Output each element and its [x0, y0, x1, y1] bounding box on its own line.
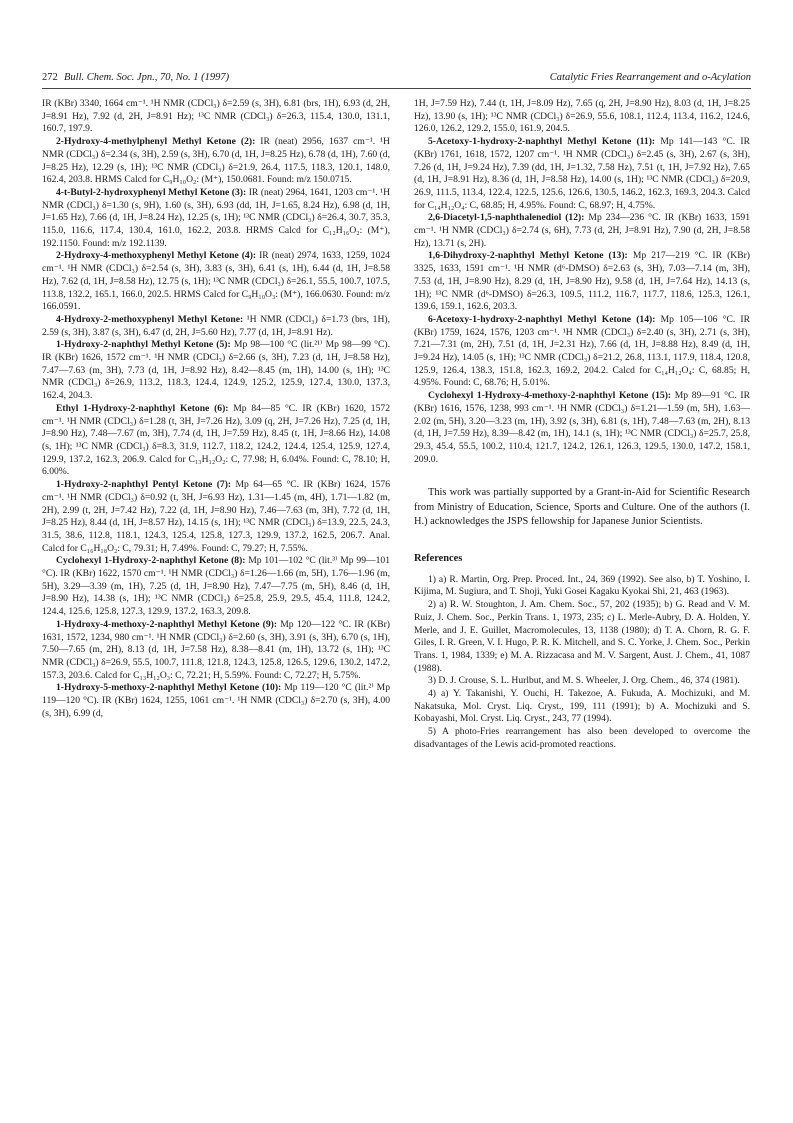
compound-data: Mp 105—106 °C. IR (KBr) 1759, 1624, 1576, 1203 cm⁻¹. ¹H NMR (CDCl₃) δ=2.40 (s, 3H), 2.71 (s, 3H), 7.21—7.31 (m, 2H), 7.51 (d, 1H, J=2.31 Hz), 7.66 (d, 1H, J=8.88 Hz), 8.49 (d, 1H, J=9.24 Hz), 14.05 (s, 1H); ¹³C NMR (CDCl₃) δ=21.2, 26.8, 113.1, 117.9, 118.4, 120.8, 125.9, 126.4, 138.3, 151.8, 162.3, 169.2, 204.2. Calcd for C₁₄H₁₂O₄: C, 68.85; H, 4.95%. Found: C, 68.76; H, 5.01%. — [414, 313, 750, 389]
compound-name: Ethyl 1-Hydroxy-2-naphthyl Ketone (6): — [56, 402, 229, 414]
compound-name: 4-Hydroxy-2-methoxyphenyl Methyl Ketone: — [56, 313, 244, 325]
references-heading: References — [414, 553, 463, 564]
reference-item: 5) A photo-Fries rearrangement has also been developed to overcome the disadvantages of the Lewis acid-promoted reactions. — [414, 726, 750, 750]
compound-entry — [414, 390, 750, 466]
running-title: Catalytic Fries Rearrangement and o-Acylation — [549, 72, 751, 83]
right-column-entries — [414, 98, 750, 466]
compound-entry — [414, 250, 750, 314]
compound-data: Mp 141—143 °C. IR (KBr) 1761, 1618, 1572, 1207 cm⁻¹. ¹H NMR (CDCl₃) δ=2.45 (s, 3H), 2.67 (s, 3H), 7.26 (d, 1H, J=9.24 Hz), 7.39 (dd, 1H, J=1.32, 7.58 Hz), 7.51 (t, 1H, J=7.92 Hz), 7.65 (d, 1H, J=8.91 Hz), 8.36 (d, 1H, J=8.58 Hz), 14.00 (s, 1H); ¹³C NMR (CDCl₃) δ=20.9, 26.9, 111.5, 113.4, 122.4, 122.5, 125.6, 126.6, 130.5, 146.2, 162.3, 169.3, 204.3. Calcd for C₁₄H₁₂O₄: C, 68.85; H, 4.95%. Found: C, 68.97; H, 4.75%. — [414, 136, 750, 211]
reference-item: 4) a) Y. Takanishi, Y. Ouchi, H. Takezoe, A. Fukuda, A. Mochizuki, and M. Nakatsuka, Mol. Cryst. Liq. Cryst., 199, 111 (1991); b) A. Mochizuki and S. Kobayashi, Mol. Cryst. Liq. Cryst., 243, 77 (1994). — [414, 688, 750, 725]
compound-data: Mp 84—85 °C. IR (KBr) 1620, 1572 cm⁻¹. ¹H NMR (CDCl₃) δ=1.28 (t, 3H, J=7.26 Hz), 3.09 (q, 2H, J=7.26 Hz), 7.25 (d, 1H, J=8.90 Hz), 7.48—7.67 (m, 3H), 7.74 (d, 1H, J=7.59 Hz), 8.45 (t, 1H, J=8.66 Hz), 14.08 (s, 1H); ¹³C NMR (CDCl₃) δ=8.3, 31.9, 112.7, 118.2, 124.2, 124.4, 125.4, 125.9, 127.4, 129.9, 137.2, 162.3, 206.9. Calcd for C₁₃H₁₂O₂: C, 77.98; H, 6.04%. Found: C, 78.10; H, 6.00%. — [42, 402, 390, 478]
compound-entry — [42, 403, 390, 479]
references-list — [414, 574, 750, 752]
compound-name: 1,6-Dihydroxy-2-naphthyl Methyl Ketone (13): — [428, 250, 628, 262]
compound-data: IR (neat) 2974, 1633, 1259, 1024 cm⁻¹. ¹H NMR (CDCl₃) δ=2.54 (s, 3H), 3.83 (s, 3H), 6.41 (s, 1H), 6.44 (d, 1H, J=8.58 Hz), 7.62 (d, 1H, J=8.58 Hz), 12.75 (s, 1H); ¹³C NMR (CDCl₃) δ=26.1, 55.5, 100.7, 107.5, 113.8, 132.2, 165.1, 166.0, 202.5. HRMS Calcd for C₉H₁₀O₃: (M⁺), 166.0630. Found: m/z 166.0591. — [42, 250, 390, 313]
compound-entry — [414, 212, 750, 250]
compound-name: 2,6-Diacetyl-1,5-naphthalenediol (12): — [428, 212, 585, 224]
compound-data: ¹H NMR (CDCl₃) δ=1.73 (brs, 1H), 2.59 (s, 3H), 3.87 (s, 3H), 6.47 (d, 2H, J=5.60 Hz), 7.77 (d, 1H, J=8.91 Hz). — [42, 313, 391, 338]
compound-name: Cyclohexyl 1-Hydroxy-4-methoxy-2-naphthyl Ketone (15): — [428, 390, 672, 402]
compound-name: 1-Hydroxy-5-methoxy-2-naphthyl Methyl Ketone (10): — [56, 682, 282, 694]
left-column — [42, 98, 390, 720]
compound-data: IR (neat) 2964, 1641, 1203 cm⁻¹. ¹H NMR (CDCl₃) δ=1.30 (s, 9H), 1.60 (s, 3H), 6.93 (dd, 1H, J=1.65, 8.24 Hz), 6.98 (d, 1H, J=1.65 Hz), 7.66 (d, 1H, J=8.24 Hz), 12.25 (s, 1H); ¹³C NMR (CDCl₃) δ=26.4, 30.7, 35.3, 115.0, 116.6, 117.4, 130.4, 161.0, 162.2, 203.8. HRMS Calcd for C₁₂H₁₆O₂: (M⁺), 192.1150. Found: m/z 192.1139. — [42, 186, 390, 249]
compound-data: Mp 119—120 °C (lit.²⁾ Mp 119—120 °C). IR (KBr) 1624, 1255, 1061 cm⁻¹. ¹H NMR (CDCl₃) δ=2.70 (s, 3H), 4.00 (s, 3H), 6.99 (d, — [42, 682, 390, 719]
compound-entry — [414, 136, 750, 212]
compound-data: IR (neat) 2956, 1637 cm⁻¹. ¹H NMR (CDCl₃) δ=2.34 (s, 3H), 2.59 (s, 3H), 6.70 (d, 1H, J=8.25 Hz), 6.78 (d, 1H), 7.60 (d, J=8.25 Hz), 12.29 (s, 1H); ¹³C NMR (CDCl₃) δ=21.9, 26.4, 117.5, 118.3, 120.1, 148.0, 162.4, 203.8. HRMS Calcd for C₉H₁₀O₂: (M⁺), 150.0681. Found: m/z 150.0715. — [42, 136, 390, 186]
compound-data: IR (KBr) 3340, 1664 cm⁻¹. ¹H NMR (CDCl₃) δ=2.59 (s, 3H), 6.81 (brs, 1H), 6.93 (d, 2H, J=8.91 Hz), 7.92 (d, 2H, J=8.91 Hz); ¹³C NMR (CDCl₃) δ=26.3, 115.4, 130.0, 131.1, 160.7, 197.9. — [42, 98, 390, 135]
compound-entry — [42, 136, 390, 187]
compound-data: Mp 89—91 °C. IR (KBr) 1616, 1576, 1238, 993 cm⁻¹. ¹H NMR (CDCl₃) δ=1.21—1.59 (m, 5H), 1.63—2.02 (m, 5H), 3.20—3.23 (m, 1H), 3.92 (s, 3H), 6.81 (s, 1H), 7.48—7.63 (m, 2H), 8.13 (d, 1H, J=7.59 Hz), 8.39—8.42 (m, 1H), 14.1 (s, 1H); ¹³C NMR (CDCl₃) δ=25.7, 25.8, 29.3, 45.4, 55.5, 100.2, 110.4, 121.7, 124.2, 126.1, 126.3, 129.5, 130.0, 147.2, 158.1, 209.0. — [414, 390, 750, 465]
compound-entry — [414, 98, 750, 136]
compound-name: 1-Hydroxy-2-naphthyl Pentyl Ketone (7): — [56, 479, 232, 491]
compound-entry — [414, 314, 750, 390]
compound-name: 2-Hydroxy-4-methoxyphenyl Methyl Ketone (4): — [56, 250, 257, 262]
compound-data: Mp 98—100 °C (lit.²¹⁾ Mp 98—99 °C). IR (KBr) 1626, 1572 cm⁻¹. ¹H NMR (CDCl₃) δ=2.66 (s, 3H), 7.23 (d, 1H, J=8.58 Hz), 7.47—7.63 (m, 3H), 7.73 (d, 1H, J=8.92 Hz), 8.42—8.45 (m, 1H), 14.00 (s, 1H); ¹³C NMR (CDCl₃) δ=26.9, 113.2, 118.3, 124.4, 124.9, 125.2, 125.9, 127.4, 130.0, 137.3, 162.4, 204.3. — [42, 339, 390, 402]
right-column — [414, 98, 750, 752]
compound-name: 1-Hydroxy-4-methoxy-2-naphthyl Methyl Ketone (9): — [56, 618, 278, 630]
running-header — [42, 70, 751, 89]
compound-data: 1H, J=7.59 Hz), 7.44 (t, 1H, J=8.09 Hz), 7.65 (q, 2H, J=8.90 Hz), 8.03 (d, 1H, J=8.25 Hz), 13.90 (s, 1H); ¹³C NMR (CDCl₃) δ=26.9, 55.6, 108.1, 112.4, 113.4, 116.2, 124.6, 126.0, 126.2, 129.2, 155.0, 161.9, 204.5. — [414, 98, 750, 135]
compound-entry — [42, 619, 390, 683]
compound-entry — [42, 339, 390, 403]
compound-data: Mp 217—219 °C. IR (KBr) 3325, 1633, 1591 cm⁻¹. ¹H NMR (d⁶-DMSO) δ=2.63 (s, 3H), 7.03—7.14 (m, 3H), 7.53 (d, 1H, J=8.90 Hz), 8.29 (d, 1H, J=8.90 Hz), 9.58 (d, 1H, J=7.64 Hz), 14.13 (s, 1H); ¹³C NMR (d⁶-DMSO) δ=26.3, 109.5, 111.2, 116.7, 117.7, 118.6, 125.3, 126.1, 139.6, 159.1, 162.6, 203.3. — [414, 250, 750, 313]
compound-data: Mp 234—236 °C. IR (KBr) 1633, 1591 cm⁻¹. ¹H NMR (CDCl₃) δ=2.74 (s, 6H), 7.73 (d, 2H, J=8.91 Hz), 7.90 (d, 2H, J=8.58 Hz), 13.71 (s, 2H). — [414, 212, 750, 249]
compound-entry — [42, 682, 390, 720]
compound-name: 1-Hydroxy-2-naphthyl Methyl Ketone (5): — [56, 339, 231, 351]
compound-entry — [42, 555, 390, 619]
journal-citation: Bull. Chem. Soc. Jpn., 70, No. 1 (1997) — [64, 72, 230, 83]
compound-data: Mp 101—102 °C (lit.³⁾ Mp 99—101 °C). IR (KBr) 1622, 1570 cm⁻¹. ¹H NMR (CDCl₃) δ=1.26—1.66 (m, 5H), 1.76—1.96 (m, 5H), 3.29—3.39 (m, 1H), 7.25 (d, 1H, J=8.90 Hz), 7.47—7.75 (m, 5H), 8.46 (d, 1H, J=8.90 Hz), 14.38 (s, 1H); ¹³C NMR (CDCl₃) δ=25.8, 25.9, 29.5, 45.4, 111.8, 124.2, 124.4, 125.6, 125.8, 127.3, 129.9, 137.2, 163.3, 209.8. — [42, 555, 390, 618]
reference-item: 2) a) R. W. Stoughton, J. Am. Chem. Soc., 57, 202 (1935); b) G. Read and V. M. Ruiz, J. Chem. Soc., Perkin Trans. 1, 1973, 235; c) L. Merle-Aubry, D. A. Holden, Y. Merle, and J. E. Guillet, Macromolecules, 13, 1138 (1980); d) T. A. Chorn, R. G. F. Giles, I. R. Green, V. I. Hugo, P. R. K. Mitchell, and S. C. Yorke, J. Chem. Soc., Perkin Trans. 1, 1984, 1339; e) M. A. Rizzacasa and M. V. Sargent, Aust. J. Chem., 41, 1087 (1988). — [414, 599, 750, 674]
compound-name: 6-Acetoxy-1-hydroxy-2-naphthyl Methyl Ketone (14): — [428, 313, 656, 325]
compound-entry — [42, 187, 390, 251]
reference-item: 1) a) R. Martin, Org. Prep. Proced. Int., 24, 369 (1992). See also, b) T. Yoshino, I. Kijima, M. Sugiura, and T. Shoji, Yuki Gosei Kagaku Kyokai Shi, 21, 463 (1963). — [414, 573, 750, 598]
compound-entry — [42, 479, 390, 555]
compound-entry — [42, 250, 390, 314]
page-number: 272 — [42, 72, 58, 83]
compound-entry — [42, 98, 390, 136]
compound-data: Mp 64—65 °C. IR (KBr) 1624, 1576 cm⁻¹. ¹H NMR (CDCl₃) δ=0.92 (t, 3H, J=6.93 Hz), 1.31—1.45 (m, 4H), 1.71—1.82 (m, 2H), 2.99 (t, 2H, J=7.42 Hz), 7.22 (d, 1H, J=8.90 Hz), 7.46—7.63 (m, 3H), 7.72 (d, 1H, J=8.25 Hz), 8.44 (d, 1H, J=8.57 Hz), 14.15 (s, 1H); ¹³C NMR (CDCl₃) δ=13.9, 22.5, 24.3, 31.5, 38.6, 112.8, 118.1, 124.3, 125.4, 125.8, 127.3, 129.9, 137.2, 162.5, 206.7. Anal. Calcd for C₁₆H₁₈O₂: C, 79.31; H, 7.49%. Found: C, 79.27; H, 7.55%. — [42, 479, 391, 554]
compound-name: 4-t-Butyl-2-hydroxyphenyl Methyl Ketone (3): — [56, 186, 247, 198]
compound-name: 5-Acetoxy-1-hydroxy-2-naphthyl Methyl Ketone (11): — [428, 136, 656, 148]
compound-data: Mp 120—122 °C. IR (KBr) 1631, 1572, 1234, 980 cm⁻¹. ¹H NMR (CDCl₃) δ=2.60 (s, 3H), 3.91 (s, 3H), 6.70 (s, 1H), 7.50—7.65 (m, 2H), 8.13 (d, 1H, J=7.58 Hz), 8.38—8.41 (m, 1H), 13.72 (s, 1H); ¹³C NMR (CDCl₃) δ=26.9, 55.5, 100.7, 111.8, 121.8, 124.3, 125.8, 126.5, 129.6, 130.2, 147.2, 157.3, 203.6. Calcd for C₁₃H₁₂O₃: C, 72.21; H, 5.59%. Found: C, 72.27; H, 5.75%. — [42, 618, 390, 681]
compound-name: Cyclohexyl 1-Hydroxy-2-naphthyl Ketone (8): — [56, 555, 246, 567]
compound-name: 2-Hydroxy-4-methylphenyl Methyl Ketone (2): — [56, 136, 256, 148]
acknowledgement: This work was partially supported by a Grant-in-Aid for Scientific Research from Ministry of Education, Science, Sports and Culture. One of the authors (I. H.) acknowledges the JSPS fellowship for Japanese Junior Scientists. — [414, 487, 750, 527]
reference-item: 3) D. J. Crouse, S. L. Hurlbut, and M. S. Wheeler, J. Org. Chem., 46, 374 (1981). — [428, 675, 740, 687]
compound-entry — [42, 314, 390, 339]
